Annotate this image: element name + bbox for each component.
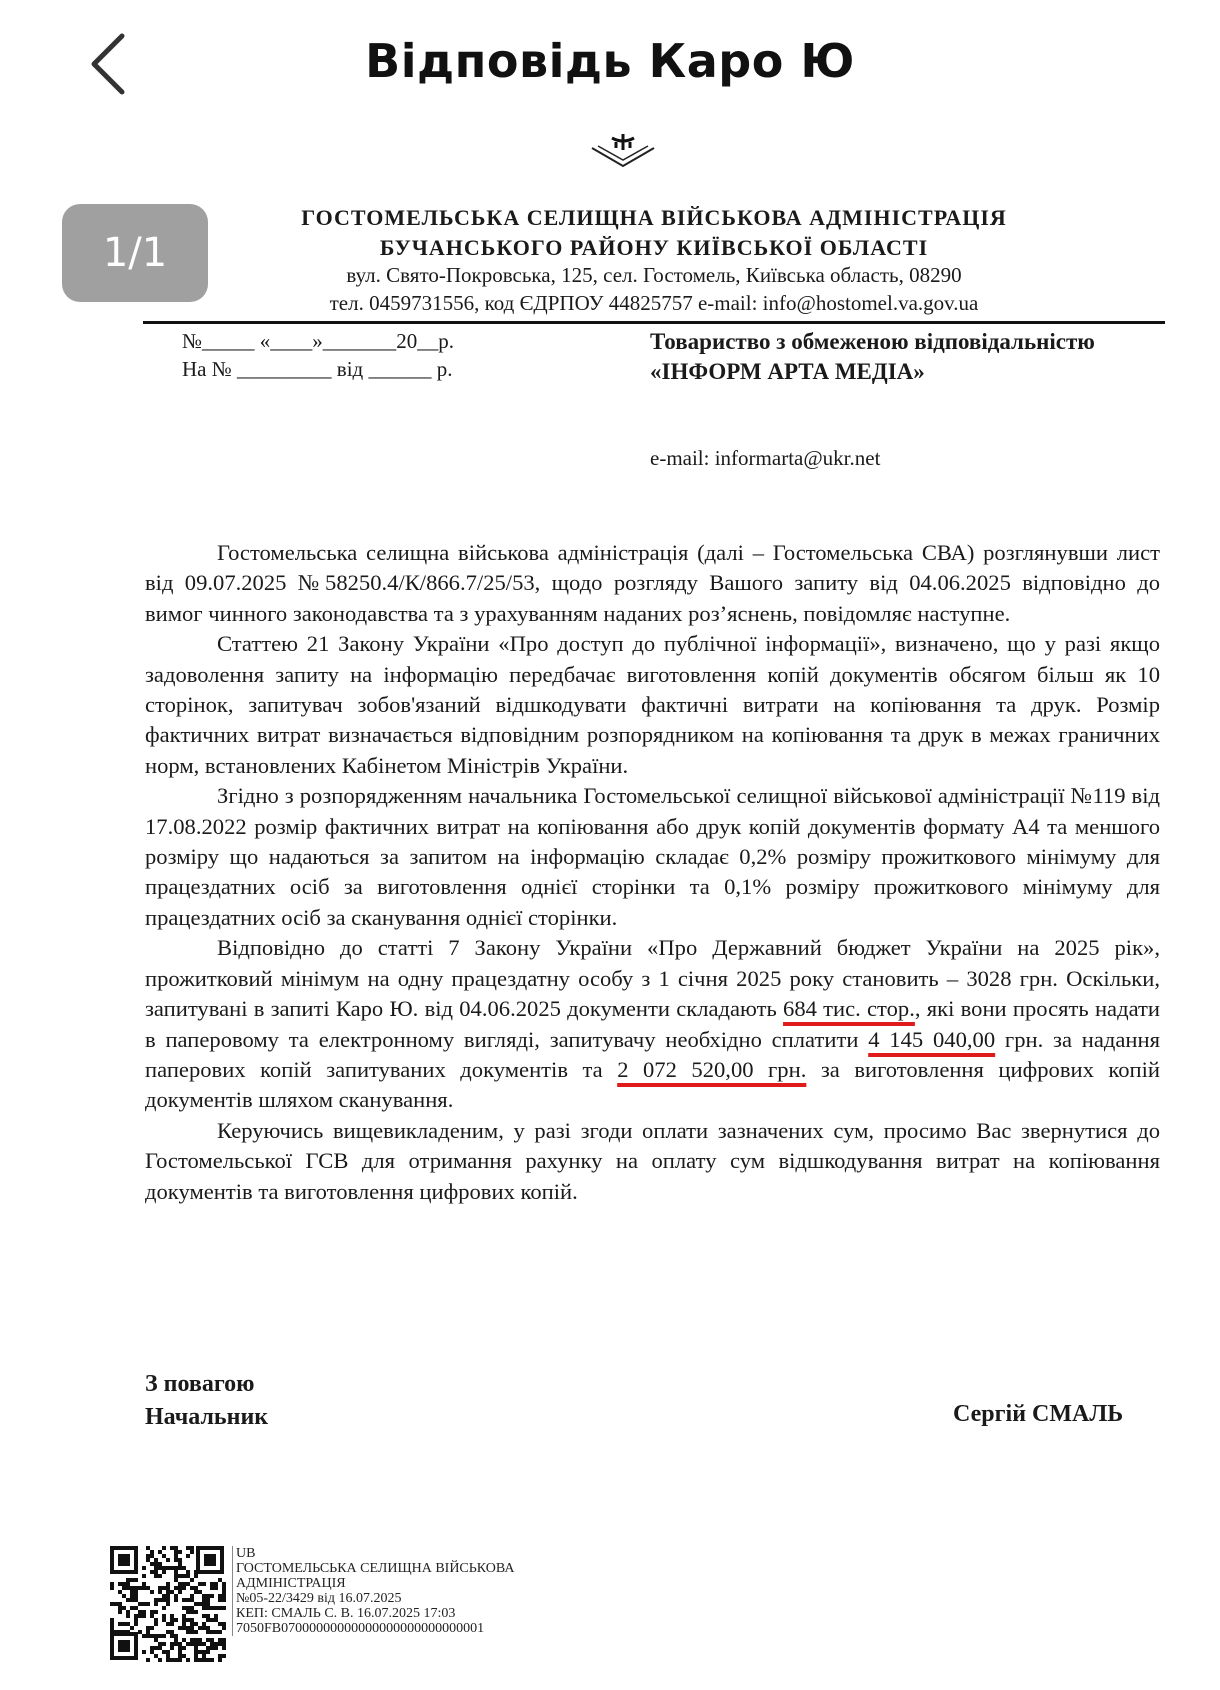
paragraph-3: Згідно з розпорядженням начальника Гостомельської селищної військової адміністрації №119 від 17.08.2022 розмір фактичних витрат на копіювання або друк копій документів формату А4 та меншого розміру що надаються за запитом на інформацію складає 0,2% розміру прожиткового мінімуму для працездатних осіб за виготовлення однієї сторінки та 0,1% розміру прожиткового мінімуму для працездатних осіб за сканування однієї сторінки. (145, 783, 1160, 930)
registration-number: №_____ «____»_______20__р. (182, 329, 455, 353)
sign-regards: З повагою (145, 1371, 255, 1397)
paragraph-1: Гостомельська селищна військова адміністрація (далі – Гостомельська СВА) розглянувши лист від 09.07.2025 №58250.4/К/866.7/25/53, щодо розгляду Вашого запиту від 04.06.2025 відповідно до вимог чинного законодавства та з урахуванням наданих роз’яснень, повідомляє наступне. (145, 540, 1160, 626)
stamp-line: АДМІНІСТРАЦІЯ (236, 1576, 346, 1591)
org-contacts: тел. 0459731556, код ЄДРПОУ 44825757 e-mail: info@hostomel.va.gov.ua (329, 291, 979, 315)
header-divider (143, 321, 1165, 324)
signatory-name: Сергій СМАЛЬ (953, 1401, 1124, 1427)
emblem-icon (590, 134, 656, 168)
paragraph-5: Керуючись вищевикладеним, у разі згоди оплати зазначених сум, просимо Вас звернутися до Гостомельської ГСВ для отримання рахунку на оплату сум відшкодування витрат на копіювання документів та виготовлення цифрових копій. (145, 1117, 1160, 1204)
recipient-email: e-mail: informarta@ukr.net (650, 446, 881, 470)
org-name: ГОСТОМЕЛЬСЬКА СЕЛИЩНА ВІЙСЬКОВА АДМІНІСТРАЦІЯ (301, 205, 1007, 230)
org-address: вул. Свято-Покровська, 125, сел. Гостомель, Київська область, 08290 (346, 263, 962, 287)
stamp-line: 7050FB07000000000000000000000000001 (236, 1621, 485, 1636)
qr-code-icon (108, 1544, 226, 1662)
paragraph-4 (145, 933, 1160, 1115)
signature-block (145, 1368, 268, 1434)
electronic-signature-stamp (232, 1546, 514, 1636)
paragraph-4-part-b: , які вони просять надати в паперовому та електронному вигляді, запитувачу необхідно сплатити (145, 996, 1160, 1052)
paragraph-4-part-c: грн. за надання паперових копій запитуваних документів та (145, 1026, 1161, 1082)
paragraph-4-part-d: за виготовлення цифрових копій документів шляхом сканування. (145, 1056, 1160, 1113)
top-bar (0, 0, 1220, 130)
org-region: БУЧАНСЬКОГО РАЙОНУ КИЇВСЬКОЇ ОБЛАСТІ (379, 235, 929, 260)
stamp-line: UB (236, 1546, 256, 1561)
paragraph-2: Статтею 21 Закону України «Про доступ до публічної інформації», визначено, що у разі якщо задоволення запиту на інформацію передбачає виготовлення копій документів обсягом більш як 10 сторінок, запитувач зобов'язаний відшкодувати фактичні витрати на копіювання та друк. Розмір фактичних витрат визначається відповідним розпорядником на копіювання та друк в межах граничних норм, встановлених Кабінетом Міністрів України. (145, 631, 1160, 778)
highlight-page-count: 684 тис. стор. (783, 996, 915, 1022)
stamp-line: ГОСТОМЕЛЬСЬКА СЕЛИЩНА ВІЙСЬКОВА (236, 1561, 515, 1576)
highlight-paper-cost: 4 145 040,00 (868, 1026, 996, 1052)
recipient-name: Товариство з обмеженою відповідальністю «ІНФОРМ АРТА МЕДІА» (650, 329, 1095, 384)
stamp-line: №05-22/3429 від 16.07.2025 (236, 1591, 402, 1606)
page-title: Відповідь Каро Ю (365, 34, 855, 88)
page-indicator-badge: 1/1 (62, 204, 208, 302)
reference-number: На № _________ від ______ р. (182, 357, 453, 381)
letter-body (145, 538, 1160, 1207)
highlight-scan-cost: 2 072 520,00 грн. (617, 1056, 807, 1082)
stamp-line: КЕП: СМАЛЬ С. В. 16.07.2025 17:03 (236, 1606, 456, 1621)
sign-position: Начальник (145, 1404, 269, 1430)
paragraph-4-part-a: Відповідно до статті 7 Закону України «Про Державний бюджет України на 2025 рік», прожитковий мінімум на одну працездатну особу з 1 січня 2025 року становить – 3028 грн. Оскільки, запитувані в запиті Каро Ю. від 04.06.2025 документи складають (145, 935, 1160, 1022)
